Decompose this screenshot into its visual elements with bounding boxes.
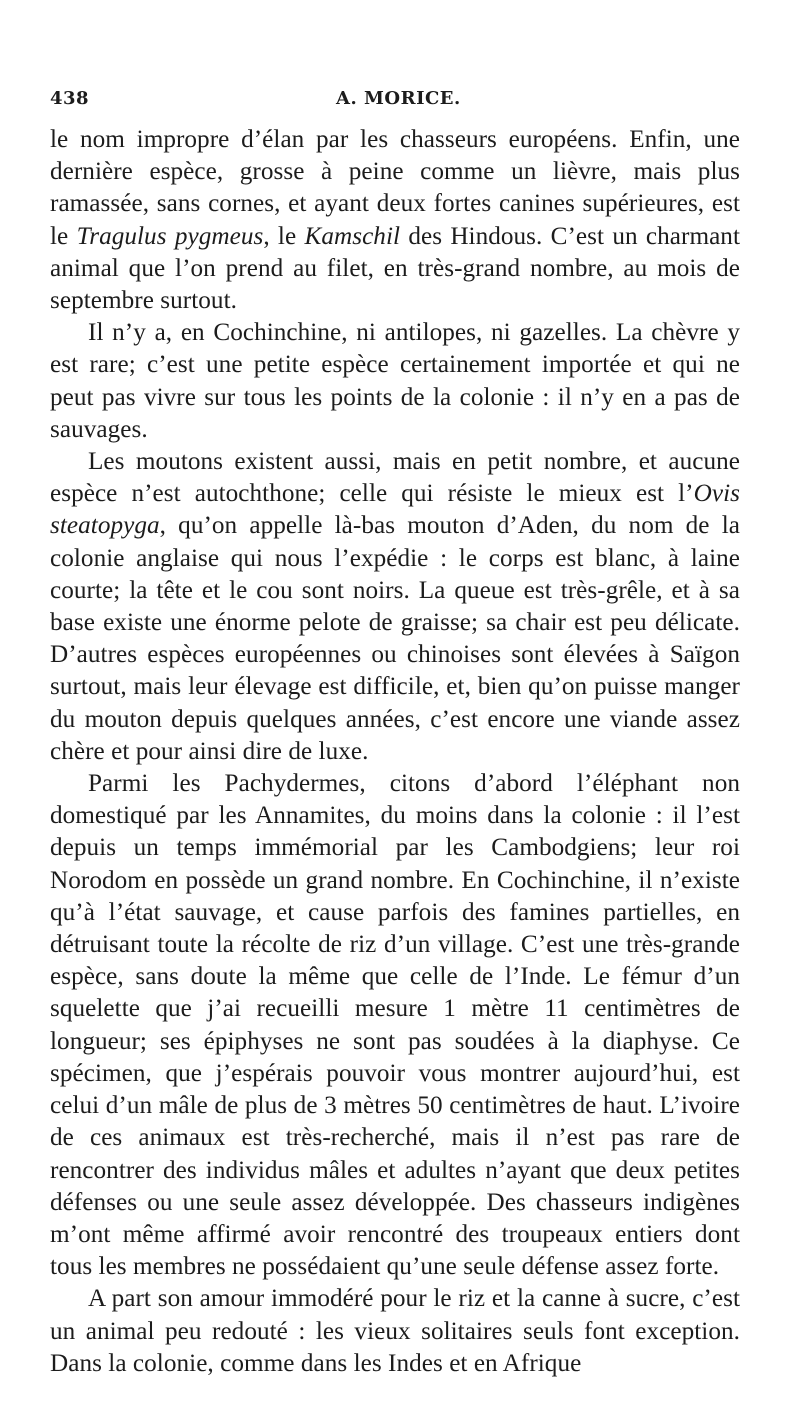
text-segment: Il n’y a, en Cochinchine, ni antilopes, ni gazelles. La chèvre y est rare; c’est une petite espèce certainement importée et qui ne peut pas vivre sur tous les points de la colonie : il n’y en a pas de sauvages. xyxy=(50,319,740,443)
text-segment: Parmi les Pachydermes, citons d’abord l’éléphant non domestiqué par les Annamites, du moins dans la colonie : il l’est depuis un temps immémorial par les Cambodgiens; leur roi Norodom en possède un grand nombre. En Cochinchine, il n’existe qu’à l’état sauvage, et cause parfois des famines partielles, en détruisant toute la récolte de riz d’un village. C’est une très-grande espèce, sans doute la même que celle de l’Inde. Le fémur d’un squelette que j’ai recueilli mesure 1 mètre 11 centimètres de longueur; ses épiphyses ne sont pas soudées à la diaphyse. Ce spécimen, que j’espérais pouvoir vous montrer aujourd’hui, est celui d’un mâle de plus de 3 mètres 50 centimètres de haut. L’ivoire de ces animaux est très-recherché, mais il n’est pas rare de rencontrer des individus mâles et adultes n’ayant que deux petites défenses ou une seule assez développée. Des chasseurs indigènes m’ont même affirmé avoir rencontré des troupeaux entiers dont tous les membres ne possédaient qu’une seule défense assez forte. xyxy=(50,770,740,1281)
paragraph xyxy=(50,317,740,446)
paragraph xyxy=(50,1283,740,1380)
paragraph xyxy=(50,446,740,768)
text-segment: des Hindous. C’est un charmant animal que l’on prend au filet, en très-grand nombre, au mois de septembre surtout. xyxy=(50,222,741,315)
running-head xyxy=(50,88,740,118)
paragraph xyxy=(50,768,740,1283)
italic-text-segment: Kamschil xyxy=(304,222,401,250)
text-segment: le nom impropre d’élan par les chasseurs européens. Enfin, une dernière espèce, grosse à peine comme un lièvre, mais plus ramassée, sans cornes, et ayant deux fortes canines supérieures, est le xyxy=(50,126,740,250)
text-segment: Les moutons existent aussi, mais en petit nombre, et aucune espèce n’est autochthone; celle qui résiste le mieux est l’ xyxy=(50,448,740,508)
paragraph xyxy=(50,124,740,317)
italic-text-segment: Ovis steatopyga xyxy=(50,480,740,540)
italic-text-segment: Tragulus pygmeus xyxy=(76,222,264,250)
book-page xyxy=(50,88,740,1380)
running-title: A. MORICE. xyxy=(336,88,461,109)
text-segment: A part son amour immodéré pour le riz et la canne à sucre, c’est un animal peu redouté : les vieux solitaires seuls font exception. Dans la colonie, comme dans les Indes et en Afrique xyxy=(50,1285,740,1377)
body-text xyxy=(50,124,740,1380)
text-segment: , qu’on appelle là-bas mouton d’Aden, du nom de la colonie anglaise qui nous l’expédie : le corps est blanc, à laine courte; la tête et le cou sont noirs. La queue est très-grêle, et à sa base existe une énorme pelote de graisse; sa chair est peu délicate. D’autres espèces européennes ou chinoises sont élevées à Saïgon surtout, mais leur élevage est difficile, et, bien qu’on puisse manger du mouton depuis quelques années, c’est encore une viande assez chère et pour ainsi dire de luxe. xyxy=(50,512,740,765)
text-segment: , le xyxy=(263,222,305,250)
page-number: 438 xyxy=(50,88,90,109)
